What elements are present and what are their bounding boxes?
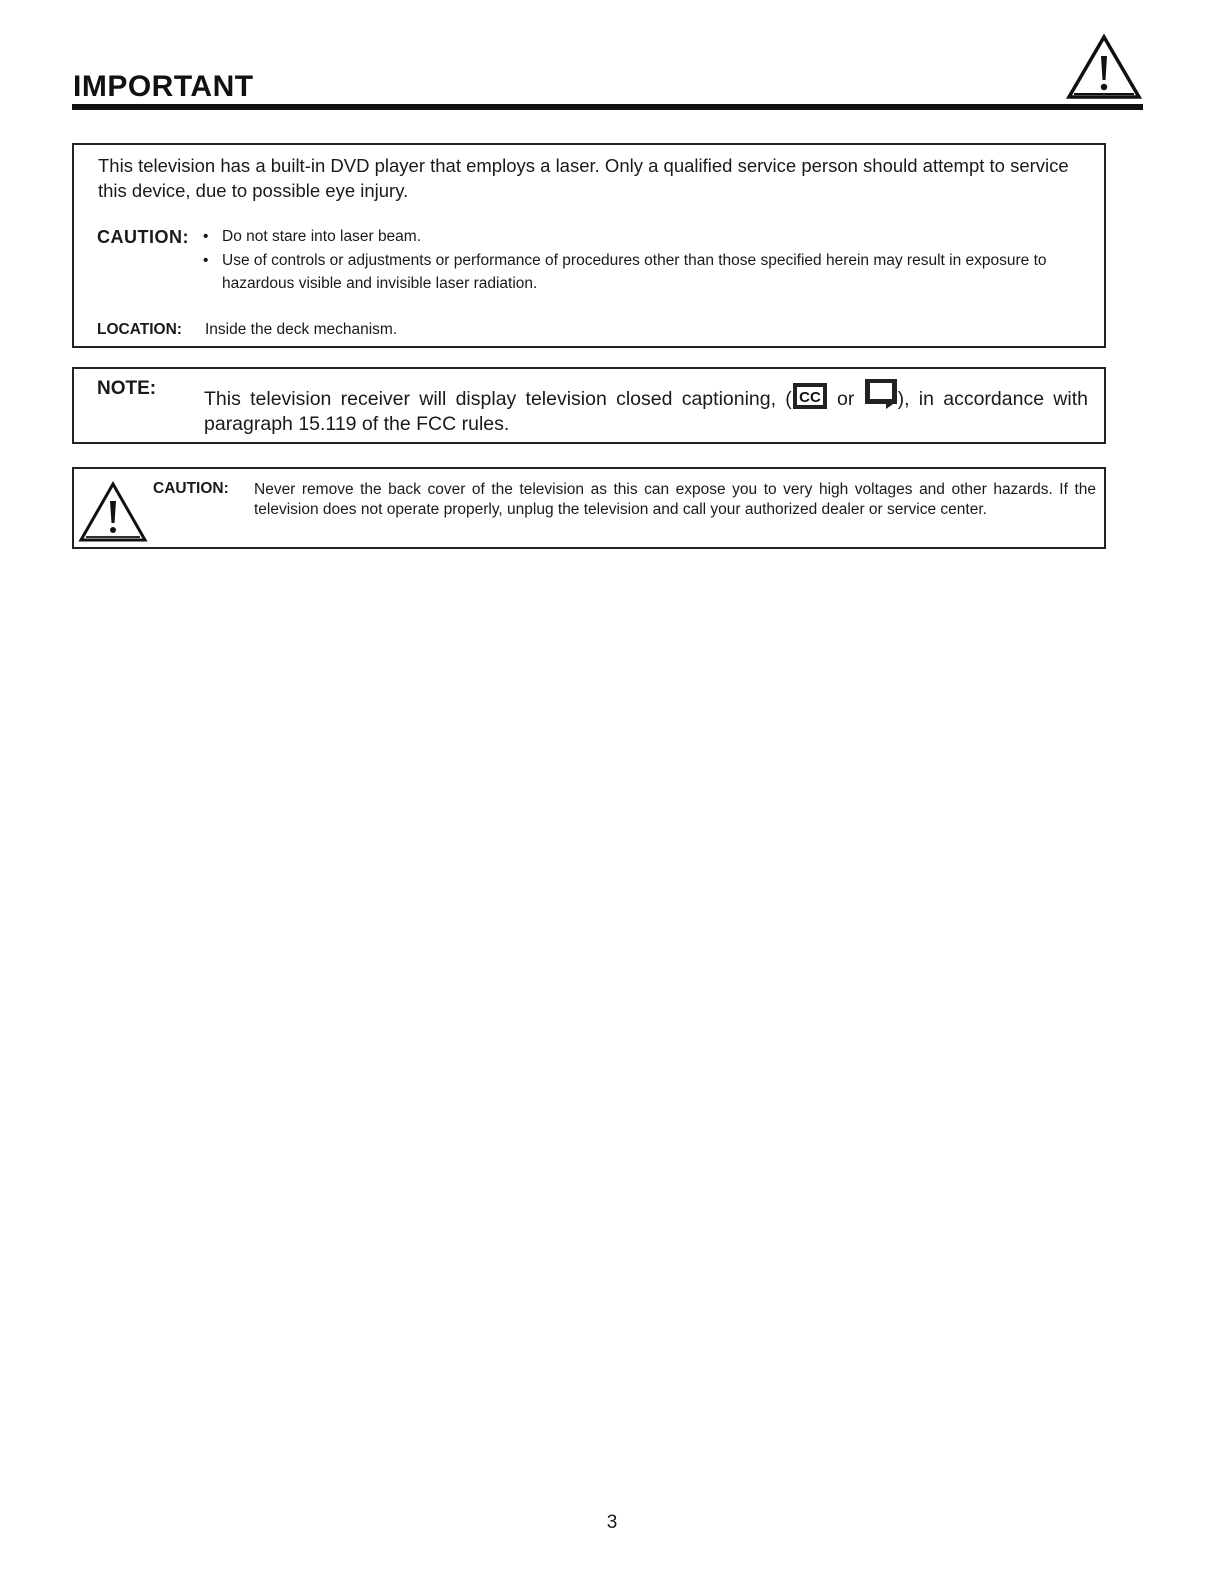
laser-intro-text: This television has a built-in DVD player that employs a laser. Only a qualified service person should attempt to service this device, due to possible eye injury.: [98, 155, 1069, 201]
caution-box: [72, 467, 1106, 549]
page-title: IMPORTANT: [73, 70, 254, 103]
location-text: Inside the deck mechanism.: [205, 321, 398, 338]
page-number: 3: [606, 1512, 618, 1533]
note-box: [72, 367, 1106, 444]
note-text-or: or: [827, 388, 864, 410]
caution-label: CAUTION:: [97, 227, 189, 247]
location-label: LOCATION:: [97, 321, 182, 338]
list-item: • Do not stare into laser beam.: [203, 225, 1083, 249]
list-item: • Use of controls or adjustments or performance of procedures other than those specified herein may result in exposure to hazardous visible and invisible laser radiation.: [203, 249, 1083, 296]
closed-caption-bubble-icon: [864, 378, 898, 410]
caution-bullet-list: [203, 225, 1083, 296]
note-label: NOTE:: [97, 378, 157, 399]
warning-triangle-icon: [1066, 34, 1142, 100]
caution-text: Never remove the back cover of the television as this can expose you to very high voltages and other hazards. If the television does not operate properly, unplug the television and call your authorized dealer or service center.: [254, 481, 1096, 518]
note-text: [204, 378, 1088, 437]
warning-triangle-icon: [78, 481, 148, 543]
header-divider: [72, 104, 1143, 110]
laser-warning-box: [72, 143, 1106, 348]
closed-caption-cc-icon: [792, 382, 828, 410]
note-text-part2: ), in accordance with paragraph 15.119 of the FCC rules.: [204, 388, 1088, 435]
note-text-part1: This television receiver will display television closed captioning, (: [204, 388, 792, 410]
cc-icon-text: CC: [798, 389, 821, 406]
caution-label: CAUTION:: [153, 480, 229, 497]
